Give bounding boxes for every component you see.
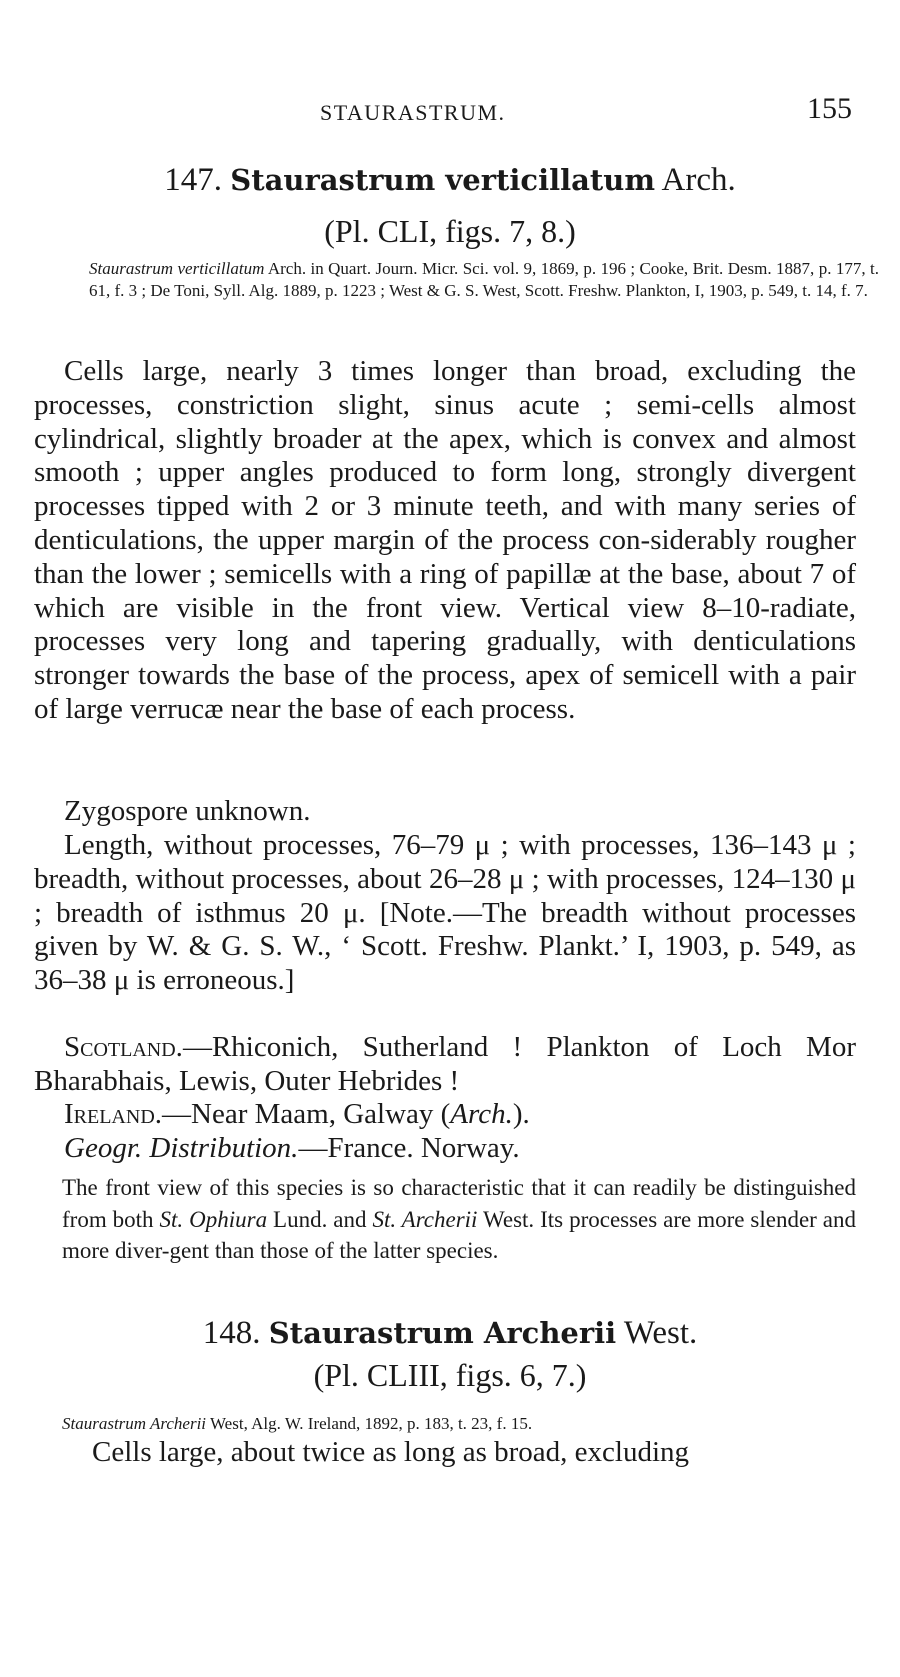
note-text-c: West. Its processes are more slender and more diver-gent than those of the latter species. [62,1206,856,1263]
species-name: Staurastrum Archerii [268,1316,617,1350]
ireland-collector: Arch. [450,1098,513,1130]
distribution-ireland [34,1098,856,1132]
species-147-plate-ref: (Pl. CLI, figs. 7, 8.) [324,213,576,249]
scotland-text: —Rhiconich, Sutherland ! Plankton of Loch Mor Bharabhais, Lewis, Outer Hebrides ! [34,1031,856,1097]
synonymy-name: Staurastrum verticillatum [89,259,265,278]
geographic-distribution [34,1132,856,1166]
species-author: Arch. [661,162,736,198]
dimensions-text: Length, without processes, 76–79 μ ; with processes, 136–143 μ ; breadth, without processes, about 26–28 μ ; with processes, 124–130 μ ; breadth of isthmus 20 μ. [Note.—The breadth without processes given by W. & G. S. W., ‘ Scott. Freshw. Plankt.’ I, 1903, p. 549, as 36–38 μ is erroneous.] [34,829,856,997]
species-148-heading [0,1315,900,1352]
note-text-a: The front view of this species is so characteristic that it can readily be distinguished from both [62,1175,856,1232]
note-species-2: St. Archerii [372,1206,478,1232]
species-author: West. [623,1315,698,1351]
species-number: 147. [164,162,223,198]
geo-label: Geogr. Distribution. [64,1132,299,1164]
running-head-title: STAURASTRUM. [320,100,506,125]
note-species-1: St. Ophiura [159,1206,268,1232]
zygospore-text: Zygospore unknown. [64,795,311,827]
synonymy-text: Arch. in Quart. Journ. Micr. Sci. vol. 9, 1869, p. 196 ; Cooke, Brit. Desm. 1887, p. 177, t. 61, f. 3 ; De Toni, Syll. Alg. 1889, p. 1223 ; West & G. S. West, Scott. Freshw. Plankton, I, 1903, p. 549, t. 14, f. 7. [89,259,879,300]
synonymy-text: West, Alg. W. Ireland, 1892, p. 183, t. 23, f. 15. [210,1414,533,1433]
ireland-text: —Near Maam, Galway ( [162,1098,451,1130]
species-147-heading [0,162,900,199]
scotland-label: Scotland. [64,1031,183,1063]
species-147-note [62,1172,856,1267]
page-number: 155 [807,92,852,125]
note-text-b: Lund. and [267,1206,373,1232]
distribution-scotland [34,1031,856,1099]
species-148-description: Cells large, about twice as long as broad, excluding [92,1436,690,1468]
synonymy-name: Staurastrum Archerii [62,1414,207,1433]
species-148-synonymy [62,1413,862,1435]
species-147-synonymy [64,258,879,302]
ireland-label: Ireland. [64,1098,163,1130]
species-148-plate-ref: (Pl. CLIII, figs. 6, 7.) [313,1357,587,1393]
ireland-end: ). [512,1098,530,1130]
species-147-description: Cells large, nearly 3 times longer than broad, excluding the processes, constriction slight, sinus acute ; semi-cells almost cylindrical, slightly broader at the apex, which is convex and almost smooth ; upper angles produced to form long, strongly divergent processes tipped with 2 or 3 minute teeth, and with many series of denticulations, the upper margin of the process con-siderably rougher than the lower ; semicells with a ring of papillæ at the base, about 7 of which are visible in the front view. Vertical view 8–10-radiate, processes very long and tapering gradually, with denticulations stronger towards the base of the process, apex of semicell with a pair of large verrucæ near the base of each process. [34,355,856,725]
running-head [0,92,900,132]
species-name: Staurastrum verticillatum [230,163,656,197]
species-number: 148. [202,1315,261,1351]
geo-text: —France. Norway. [298,1132,520,1164]
